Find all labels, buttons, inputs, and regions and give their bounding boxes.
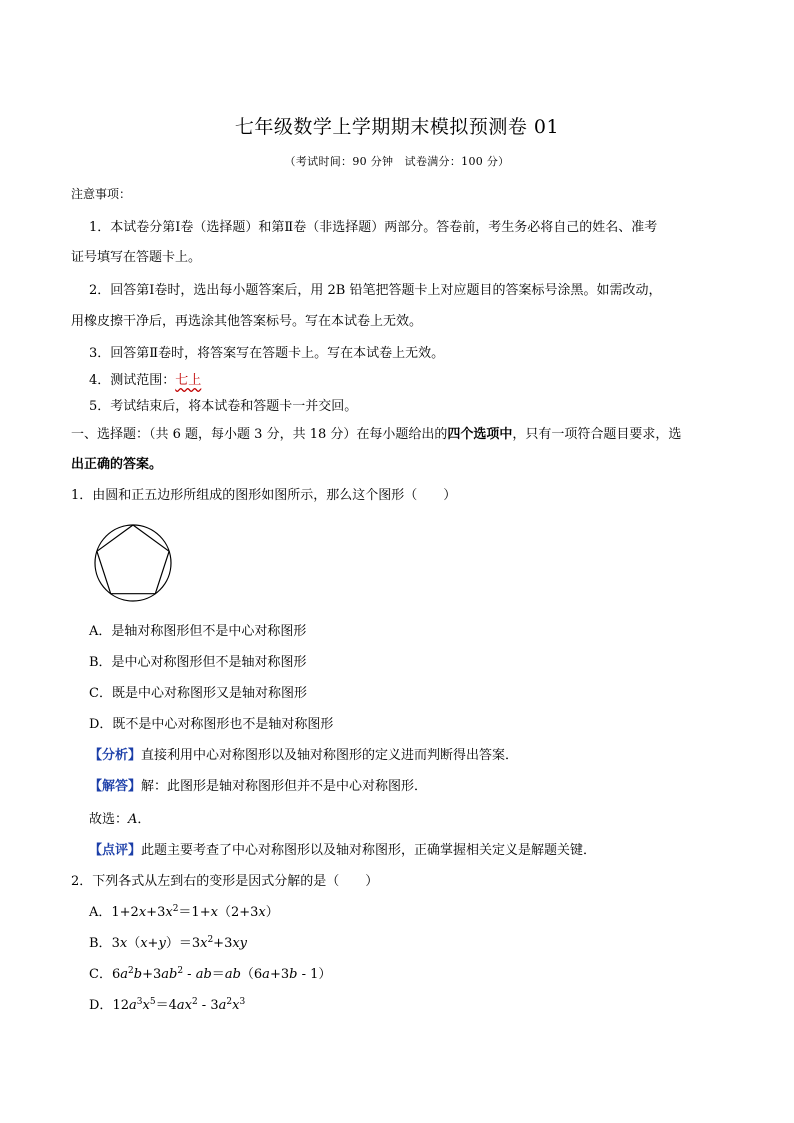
- section-1-intro: 一、选择题：（共 6 题，每小题 3 分，共 18 分）在每小题给出的: [71, 427, 448, 442]
- expr-part: +3: [146, 905, 166, 920]
- question-1-comment: [89, 839, 596, 858]
- expr-part: （: [127, 936, 141, 951]
- expr-part: ）＝3: [165, 936, 201, 951]
- section-1-heading-line-2: 出正确的答案。: [71, 457, 163, 472]
- test-scope-value: 七上: [175, 373, 202, 388]
- expr-part: - 3: [197, 998, 219, 1013]
- solution-tag: 【解答】: [89, 779, 142, 794]
- expr-exponent: 3: [136, 997, 143, 1007]
- expr-part: - 1）: [297, 967, 332, 982]
- expr-part: -: [183, 967, 196, 982]
- expr-part: ）: [265, 905, 279, 920]
- note-2-line-1: 2．回答第Ⅰ卷时，选出每小题答案后，用 2B 铅笔把答题卡上对应题目的答案标号涂黑。如需改动，: [89, 283, 662, 298]
- section-1-heading-line-1: [71, 423, 681, 442]
- option-label: D．: [89, 998, 113, 1013]
- expr-var: x: [258, 905, 266, 920]
- expr-var: x: [119, 936, 128, 951]
- section-1-emphasis: 四个选项中: [447, 427, 513, 442]
- expr-exponent: 2: [207, 935, 214, 945]
- expr-var: a: [218, 998, 227, 1013]
- expr-var: ab: [161, 967, 178, 982]
- question-1-choice: [89, 808, 150, 827]
- comment-tag: 【点评】: [89, 843, 142, 858]
- expr-exponent: 2: [128, 966, 134, 976]
- expr-var: x: [165, 905, 173, 920]
- expr-var: ab: [224, 967, 241, 982]
- note-3: 3．回答第Ⅱ卷时，将答案写在答题卡上。写在本试卷上无效。: [89, 346, 445, 361]
- note-4: [89, 369, 201, 388]
- expr-part: 1+2: [111, 905, 139, 920]
- choice-value: A: [128, 812, 138, 827]
- expr-part: +3: [213, 936, 233, 951]
- expr-var: y: [158, 936, 166, 951]
- note-4-label: 4．测试范围：: [89, 373, 176, 388]
- expr-var: a: [120, 967, 128, 982]
- expr-var: x: [138, 905, 147, 920]
- expr-var: b: [133, 967, 143, 982]
- expr-exponent: 2: [177, 966, 184, 976]
- note-1-line-1: 1．本试卷分第Ⅰ卷（选择题）和第Ⅱ卷（非选择题）两部分。答卷前，考生务必将自己的姓名、准考: [89, 220, 658, 235]
- expr-var: x: [210, 905, 218, 920]
- expr-var: x: [232, 998, 240, 1013]
- page-title: 七年级数学上学期期末模拟预测卷 01: [234, 116, 560, 138]
- analysis-tag: 【分析】: [89, 748, 142, 763]
- exam-info: （考试时间：90 分钟 试卷满分：100 分）: [284, 155, 510, 168]
- expr-exponent: 2: [172, 904, 179, 914]
- notes-heading: 注意事项：: [71, 187, 132, 201]
- expr-exponent: 3: [239, 997, 246, 1007]
- option-label: A．: [89, 905, 112, 920]
- expr-part: 3: [111, 936, 120, 951]
- question-1-option-d: D．既不是中心对称图形也不是轴对称图形: [89, 717, 334, 732]
- expr-part: （2+3: [217, 905, 259, 920]
- expr-part: 12: [112, 998, 129, 1013]
- expr-var: x: [200, 936, 208, 951]
- analysis-text: 直接利用中心对称图形以及轴对称图形的定义进而判断得出答案．: [141, 748, 519, 763]
- choice-suffix: ．: [137, 812, 151, 827]
- expr-part: ＝4: [155, 998, 177, 1013]
- choice-prefix: 故选：: [89, 812, 129, 827]
- expr-exponent: 2: [191, 997, 198, 1007]
- expr-var: a: [128, 998, 137, 1013]
- comment-text: 此题主要考查了中心对称图形以及轴对称图形，正确掌握相关定义是解题关键．: [141, 843, 597, 858]
- circle-shape: [95, 525, 171, 601]
- expr-var: b: [289, 967, 298, 982]
- question-1-stem: 1．由圆和正五边形所组成的图形如图所示，那么这个图形（ ）: [71, 488, 457, 503]
- question-1-option-b: B．是中心对称图形但不是轴对称图形: [89, 655, 307, 670]
- expr-part: 6: [111, 967, 121, 982]
- expr-exponent: 2: [226, 997, 233, 1007]
- question-2-option-b: [89, 932, 247, 951]
- question-1-solution: [89, 775, 427, 794]
- expr-part: +: [147, 936, 159, 951]
- circle-pentagon-figure: [91, 521, 175, 605]
- expr-var: a: [262, 967, 270, 982]
- question-2-option-d: [89, 994, 245, 1013]
- option-label: B．: [89, 936, 112, 951]
- option-label: C．: [89, 967, 112, 982]
- solution-text: 解：此图形是轴对称图形但并不是中心对称图形．: [141, 779, 428, 794]
- expr-var: ax: [176, 998, 192, 1013]
- question-2-option-a: [89, 901, 279, 920]
- expr-exponent: 5: [149, 997, 156, 1007]
- section-1-rest: ，只有一项符合题目要求，选: [512, 427, 682, 442]
- question-1-option-c: C．既是中心对称图形又是轴对称图形: [89, 686, 307, 701]
- expr-var: ab: [195, 967, 212, 982]
- expr-part: +3: [142, 967, 162, 982]
- note-5: 5．考试结束后，将本试卷和答题卡一并交回。: [89, 399, 358, 414]
- expr-var: x: [140, 936, 148, 951]
- expr-part: ＝: [211, 967, 225, 982]
- question-2-stem: 2．下列各式从左到右的变形是因式分解的是（ ）: [71, 874, 379, 889]
- expr-part: ＝1+: [178, 905, 211, 920]
- expr-part: +3: [269, 967, 290, 982]
- question-1-analysis: [89, 744, 518, 763]
- expr-var: x: [142, 998, 150, 1013]
- expr-var: xy: [232, 936, 248, 951]
- note-2-line-2: 用橡皮擦干净后，再选涂其他答案标号。写在本试卷上无效。: [71, 314, 423, 329]
- question-2-option-c: [89, 963, 331, 982]
- question-1-option-a: A．是轴对称图形但不是中心对称图形: [89, 624, 307, 639]
- note-1-line-2: 证号填写在答题卡上。: [71, 250, 202, 265]
- expr-part: （6: [240, 967, 263, 982]
